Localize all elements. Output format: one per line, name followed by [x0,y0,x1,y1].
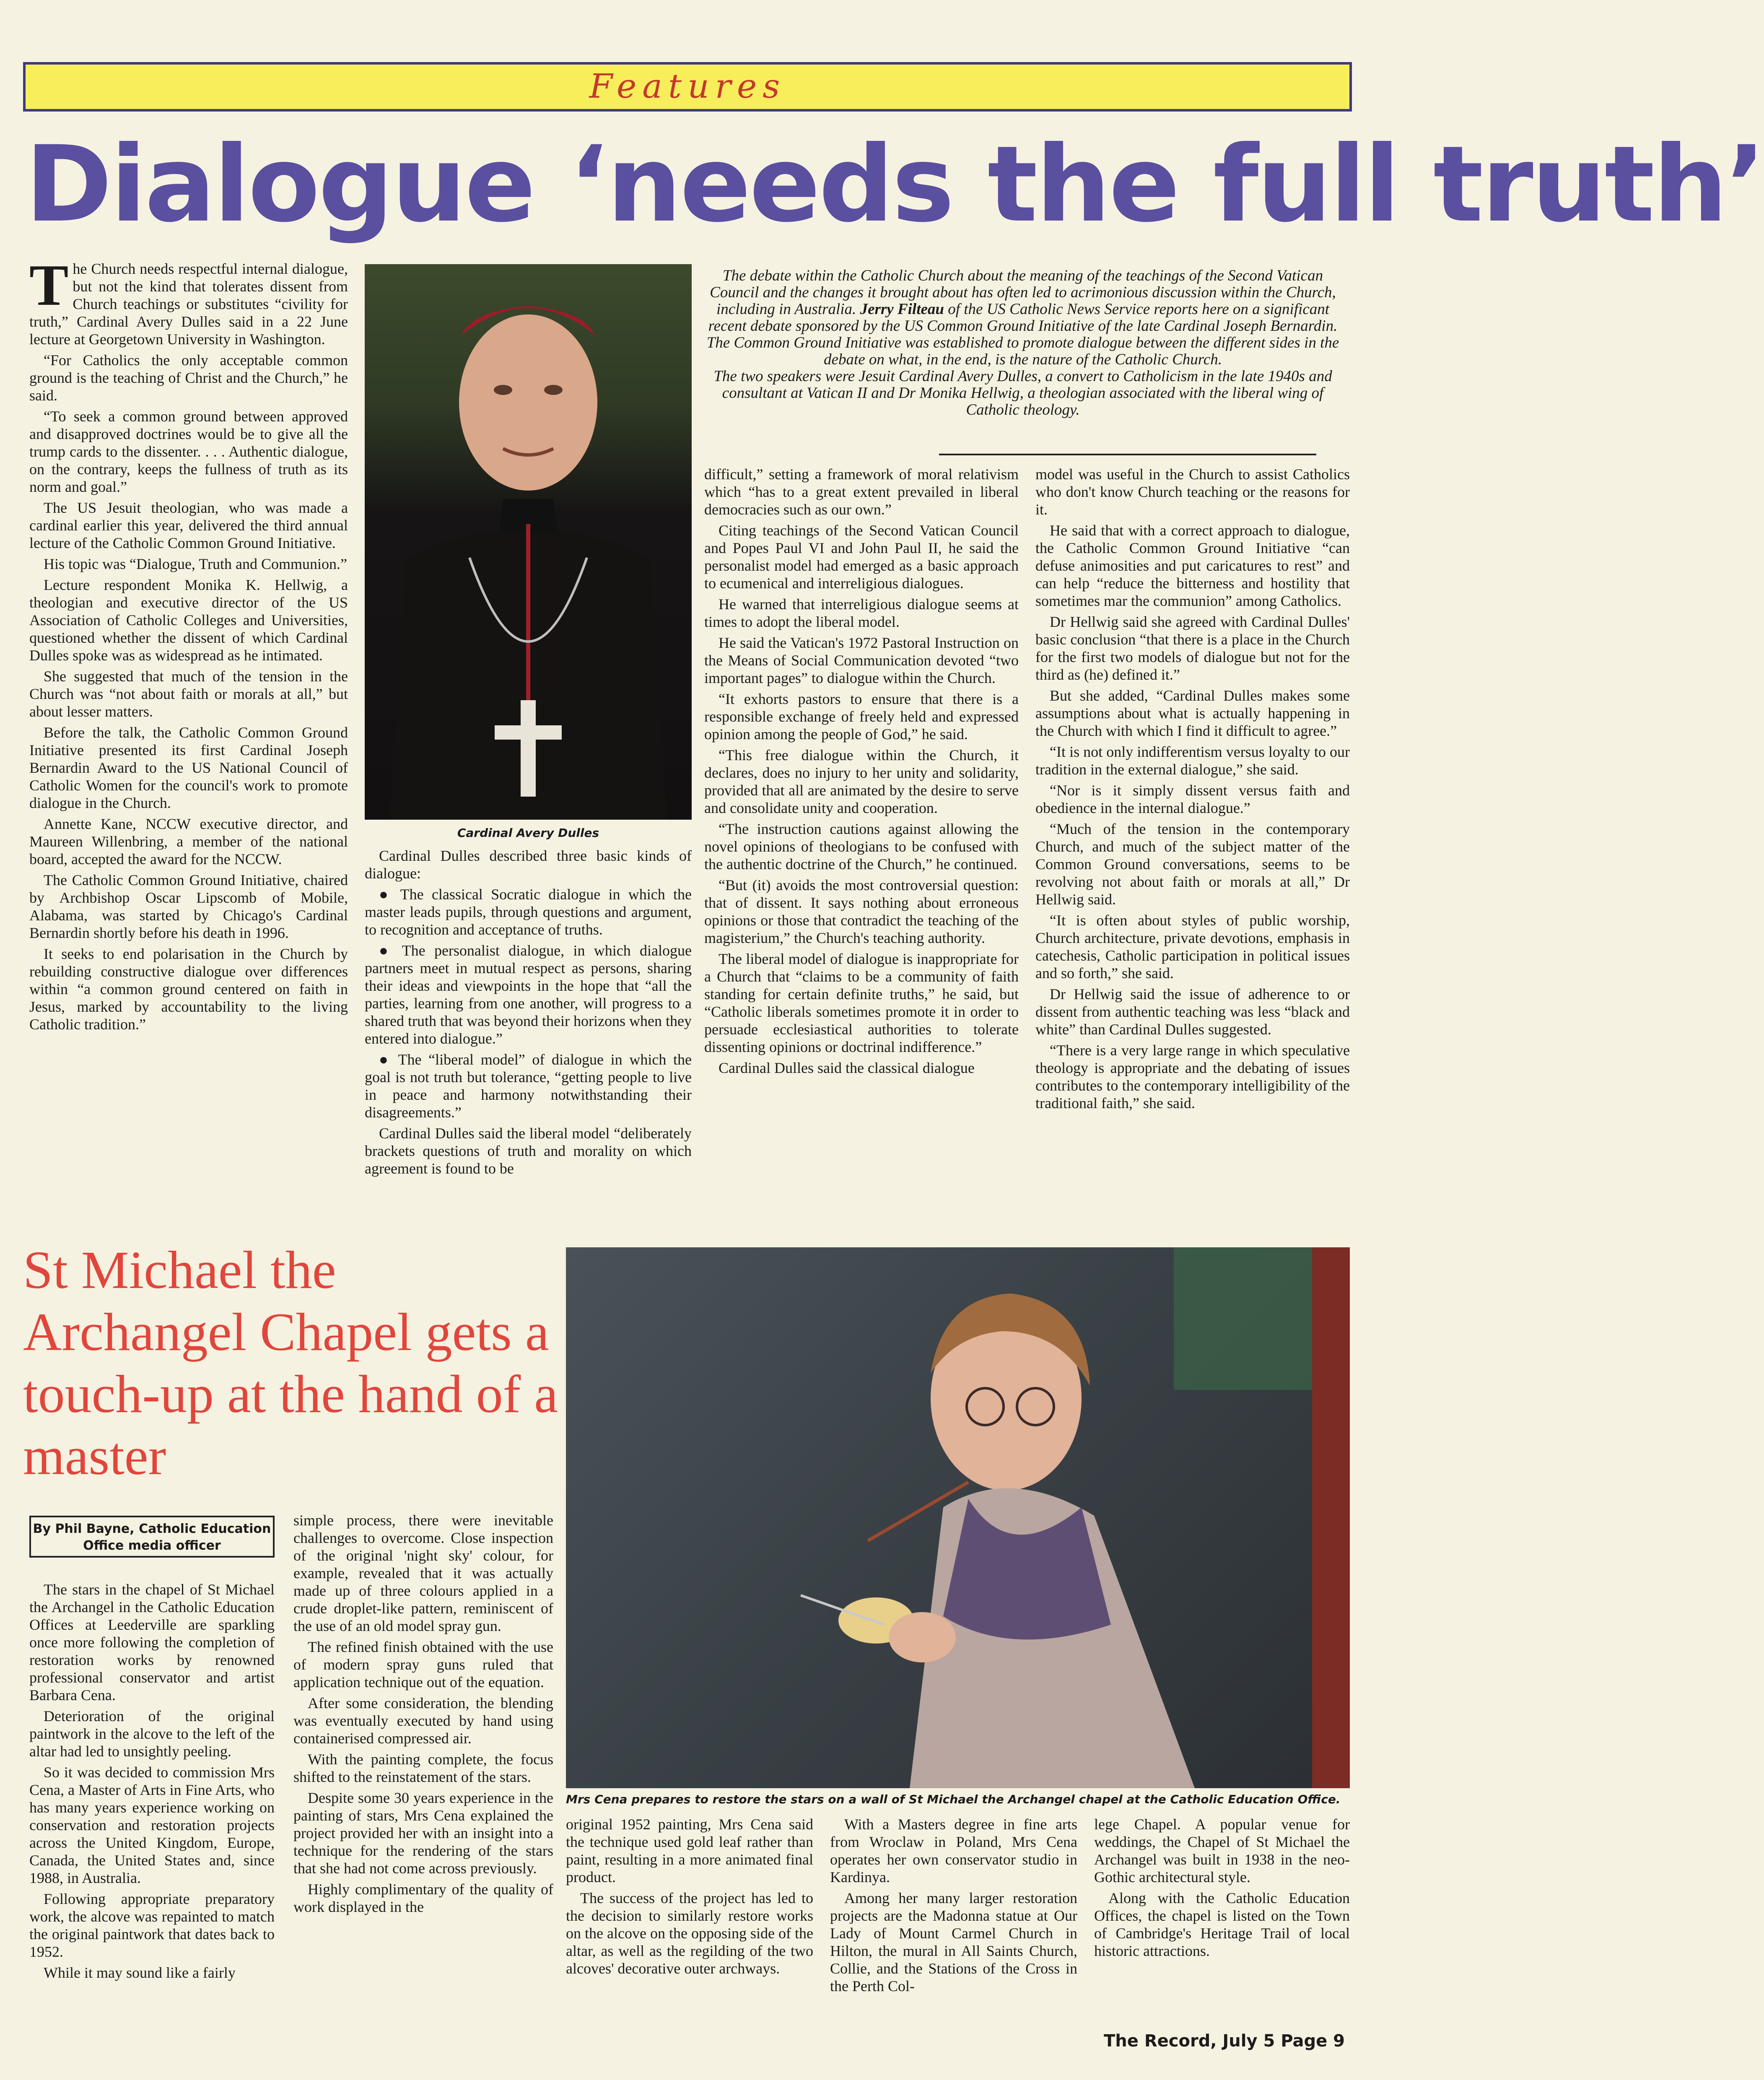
story2-paragraph: While it may sound like a fairly [44,1964,236,1981]
story1-paragraph: model was useful in the Church to assist Catholics who don't know Church teaching or the reasons for it. [1035,466,1350,518]
story1-paragraph: Cardinal Dulles described three basic kinds of dialogue: [365,847,692,882]
dialogue-type-item: ● The personalist dialogue, in which dialogue partners meet in mutual respect as persons, sharing their ideas and viewpoints in the hope that “all the parties, learning from one another, will progress to a shared truth that was beyond their horizons when they entered into dialogue.” [365,942,692,1047]
main-headline: Dialogue ‘needs the full truth’ [25,123,1764,245]
story2-column-1 [29,1581,275,1985]
story1-paragraph: “There is a very large range in which speculative theology is appropriate and the debating of issues contributes to the contemporary intelligibility of the traditional faith,” she said. [1035,1042,1350,1111]
story1-paragraph: Annette Kane, NCCW executive director, and Maureen Willenbring, a member of the national board, accepted the award for the NCCW. [29,815,348,867]
story1-paragraph: It seeks to end polarisation in the Church by rebuilding constructive dialogue over differences within “a common ground centered on faith in Jesus, marked by accountability to the living Catholic tradition.” [29,945,348,1033]
story2-paragraph: Deterioration of the original paintwork in the alcove to the left of the altar had led to unsightly peeling. [29,1708,275,1760]
story1-paragraph: His topic was “Dialogue, Truth and Communion.” [44,556,347,572]
story2-paragraph: So it was decided to commission Mrs Cena, a Master of Arts in Fine Arts, who has many years experience working on conservation and restoration projects across the United Kingdom, Europe, Canada, the United States and, since 1988, in Australia. [29,1764,275,1886]
cardinal-photo-caption: Cardinal Avery Dulles [457,826,599,840]
story2-paragraph: With the painting complete, the focus shifted to the reinstatement of the stars. [293,1751,553,1785]
story2-paragraph: Despite some 30 years experience in the painting of stars, Mrs Cena explained the project provided her with an insight into a technique for the rendering of the stars that she had not come across previously. [293,1789,553,1877]
story1-paragraph: The Church needs respectful internal dialogue, but not the kind that tolerates dissent from Church teachings or substitutes “civility for truth,” Cardinal Avery Dulles said in a 22 June lecture at Georgetown University in Washington. [29,253,348,348]
story1-paragraph: He said that with a correct approach to dialogue, the Catholic Common Ground Initiative “can defuse animosities and put caricatures to rest” and can help “reduce the bitterness and hostility that sometimes mar the communion” among Catholics. [1035,522,1350,609]
story1-paragraph: “The instruction cautions against allowing the novel opinions of theologians to be confused with the authentic doctrine of the Church,” he continued. [704,821,1019,873]
story1-paragraph: She suggested that much of the tension in the Church was “not about faith or morals at all,” but about lesser matters. [29,668,348,720]
story1-column-3 [704,465,1019,1080]
story1-intro [704,267,1341,418]
cardinal-dulles-photo [365,264,692,820]
story2-paragraph: Highly complimentary of the quality of work displayed in the [293,1881,553,1915]
story1-paragraph: The Catholic Common Ground Initiative, chaired by Archbishop Oscar Lipscomb of Mobile, Alabama, was started by Chicago's Cardinal Bernardin shortly before his death in 1996. [29,872,348,941]
story2-headline: St Michael the Archangel Chapel gets a touch-up at the hand of a master [23,1240,558,1486]
story2-paragraph: With a Masters degree in fine arts from Wroclaw in Poland, Mrs Cena operates her own conservator studio in Kardinya. [830,1816,1077,1885]
story2-column-5 [1094,1815,1350,1963]
section-banner [23,62,1352,112]
drop-cap: T [29,253,69,318]
intro-paragraph: The two speakers were Jesuit Cardinal Avery Dulles, a convert to Catholicism in the late 1940s and consultant at Vatican II and Dr Monika Hellwig, a theologian associated with the liberal wing of Catholic theology. [713,368,1332,418]
story2-paragraph: The success of the project has led to the decision to similarly restore works on the alcove on the opposing side of the altar, as well as the regilding of the two alcoves' decorative outer archways. [566,1890,813,1977]
story2-paragraph: Along with the Catholic Education Offices, the chapel is listed on the Town of Cambridge's Heritage Trail of local historic attractions. [1094,1890,1350,1959]
story1-paragraph: Citing teachings of the Second Vatican Council and Popes Paul VI and John Paul II, he said the personalist model had emerged as a basic approach to ecumenical and interreligious dialogues. [704,522,1019,592]
page-footer: The Record, July 5 Page 9 [1104,2031,1345,2051]
intro-author: Jerry Filteau [860,301,944,318]
story1-column-1 [29,253,348,1036]
story2-paragraph: simple process, there were inevitable challenges to overcome. Close inspection of the original 'night sky' colour, for example, revealed that it was actually made up of three colours applied in a crude droplet-like pattern, reminiscent of the use of an old model spray gun. [293,1512,553,1634]
story2-paragraph: lege Chapel. A popular venue for weddings, the Chapel of St Michael the Archangel was built in 1938 in the neo-Gothic architectural style. [1094,1816,1350,1885]
story1-paragraph: “Nor is it simply dissent versus faith and obedience in the internal dialogue.” [1035,782,1350,816]
story1-paragraph: “To seek a common ground between approved and disapproved doctrines would be to give all the trump cards to the dissenter. . . . Authentic dialogue, on the contrary, keeps the fullness of truth as its norm and goal.” [29,408,348,495]
story2-paragraph: The refined finish obtained with the use of modern spray guns ruled that application technique out of the equation. [293,1639,553,1690]
story2-byline: By Phil Bayne, Catholic Education Office media officer [29,1516,275,1558]
story1-paragraph: Cardinal Dulles said the classical dialogue [719,1059,975,1076]
story1-paragraph: Dr Hellwig said she agreed with Cardinal Dulles' basic conclusion “that there is a place in the Church for the first two models of dialogue but not for the third as (he) defined it.” [1035,613,1350,683]
story1-paragraph: Lecture respondent Monika K. Hellwig, a theologian and executive director of the US Association of Catholic Colleges and Universities, questioned whether the dissent of which Cardinal Dulles spoke was as widespread as he intimated. [29,576,348,664]
story1-paragraph: He said the Vatican's 1972 Pastoral Instruction on the Means of Social Communication devoted “two important pages” to dialogue within the Church. [704,634,1019,686]
story1-paragraph: “It is often about styles of public worship, Church architecture, private devotions, emphasis in catechesis, Catholic participation in political issues and so forth,” she said. [1035,912,1350,982]
story2-column-3 [566,1815,813,1981]
story1-column-4 [1035,465,1350,1115]
story2-paragraph: The stars in the chapel of St Michael the Archangel in the Catholic Education Offices at Leederville are sparkling once more following the completion of restoration works by renowned professional conservator and artist Barbara Cena. [29,1581,275,1703]
intro-paragraph: The debate within the Catholic Church about the meaning of the teachings of the Second Vatican Council and the changes it brought about has often led to acrimonious discussion within the Church, including in Australia. Jerry Filteau of the US Catholic News Service reports here on a significant recent debate sponsored by the US Common Ground Initiative of the late Cardinal Joseph Bernardin. The Common Ground Initiative was established to promote dialogue between the different sides in the debate on what, in the end, is the nature of the Catholic Church. [706,267,1339,368]
story1-paragraph: But she added, “Cardinal Dulles makes some assumptions about what is actually happening in the Church with which I find it difficult to agree.” [1035,687,1350,739]
intro-divider [939,454,1316,455]
story1-paragraph: “It exhorts pastors to ensure that there is a responsible exchange of freely held and expressed opinion among the people of God,” he said. [704,691,1019,743]
story1-paragraph: He warned that interreligious dialogue seems at times to adopt the liberal model. [704,596,1019,630]
story1-paragraph: “For Catholics the only acceptable common ground is the teaching of Christ and the Church,” he said. [29,352,348,404]
story1-column-2 [365,847,692,1181]
story2-column-4 [830,1815,1077,1998]
story1-paragraph: “This free dialogue within the Church, it declares, does no injury to her unity and solidarity, provided that all are animated by the desire to serve and consolidate unity and cooperation. [704,747,1019,816]
restorer-illustration [566,1247,1350,1788]
section-label: Features [589,67,786,106]
story1-paragraph: Cardinal Dulles said the liberal model “deliberately brackets questions of truth and morality on which agreement is found to be [365,1125,692,1177]
dialogue-type-item: ● The “liberal model” of dialogue in which the goal is not truth but tolerance, “getting people to live in peace and harmony notwithstanding their disagreements.” [365,1051,692,1121]
story1-paragraph: “Much of the tension in the contemporary Church, and much of the subject matter of the Common Ground conversations, seems to be revolving not about faith or morals at all,” Dr Hellwig said. [1035,821,1350,908]
story2-paragraph: After some consideration, the blending was eventually executed by hand using containerised compressed air. [293,1695,553,1747]
story1-paragraph: “But (it) avoids the most controversial question: that of dissent. It says nothing about erroneous opinions or those that contradict the teaching of the magisterium,” the Church's teaching authority. [704,877,1019,946]
mrs-cena-photo [566,1247,1350,1788]
story1-paragraph: difficult,” setting a framework of moral relativism which “has to a great extent prevailed in liberal democracies such as our own.” [704,466,1019,518]
story2-paragraph: original 1952 painting, Mrs Cena said the technique used gold leaf rather than paint, resulting in a more animated final product. [566,1816,813,1885]
cena-photo-caption: Mrs Cena prepares to restore the stars on a wall of St Michael the Archangel chapel at the Catholic Education Office. [566,1792,1341,1806]
story2-column-2 [293,1511,553,1919]
story1-paragraph: Before the talk, the Catholic Common Ground Initiative presented its first Cardinal Joseph Bernardin Award to the US National Council of Catholic Women for the council's work to promote dialogue in the Church. [29,724,348,811]
story1-paragraph: “It is not only indifferentism versus loyalty to our tradition in the external dialogue,” she said. [1035,743,1350,778]
story2-paragraph: Following appropriate preparatory work, the alcove was repainted to match the original paintwork that dates back to 1952. [29,1890,275,1960]
story1-paragraph: Dr Hellwig said the issue of adherence to or dissent from authentic teaching was less “black and white” than Cardinal Dulles suggested. [1035,986,1350,1038]
portrait-illustration [365,264,692,820]
story1-paragraph: The liberal model of dialogue is inappropriate for a Church that “claims to be a community of faith standing for certain definite truths,” he said, but “Catholic liberals sometimes promote it in order to persuade ecclesiastical authorities to tolerate dissenting opinions or doctrinal indifference.” [704,950,1019,1055]
story1-paragraph: The US Jesuit theologian, who was made a cardinal earlier this year, delivered the third annual lecture of the Catholic Common Ground Initiative. [29,499,348,551]
dialogue-type-item: ● The classical Socratic dialogue in which the master leads pupils, through questions and argument, to recognition and acceptance of truths. [365,885,692,938]
story2-paragraph: Among her many larger restoration projects are the Madonna statue at Our Lady of Mount Carmel Church in Hilton, the mural in All Saints Church, Collie, and the Stations of the Cross in the Perth Col- [830,1890,1077,1994]
